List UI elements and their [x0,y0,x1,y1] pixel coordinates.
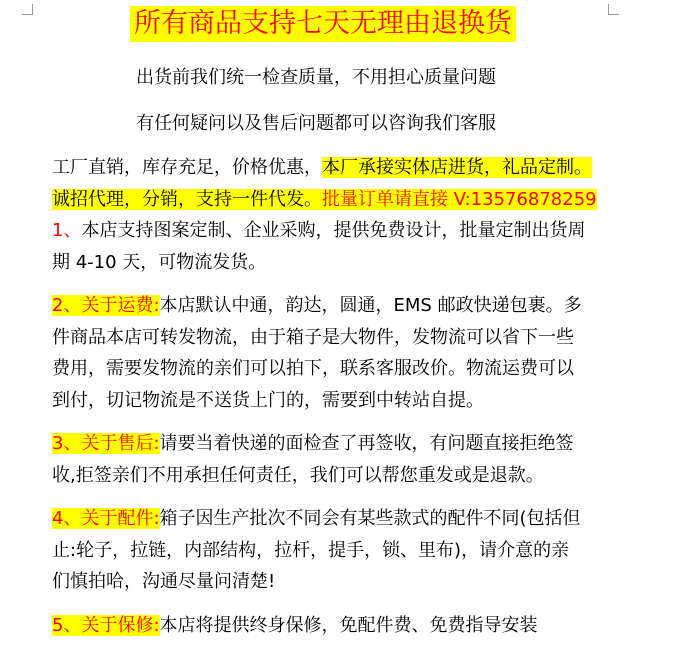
item-5-label: 5、关于保修: [52,614,160,636]
intro-line-1 [52,152,637,184]
spacer [52,416,637,428]
agent-text: 诚招代理，分销，支持一件代发。 [52,188,322,210]
item-2-line-4: 到付，切记物流是不送货上门的，需要到中转站自提。 [52,389,484,411]
item-4-line-2: 止:轮子，拉链，内部结构，拉杆，提手，锁、里布)，请介意的亲 [52,539,570,561]
subtitle-service: 有任何疑问以及售后问题都可以咨询我们客服 [136,113,496,134]
subtitle-quality: 出货前我们统一检查质量，不用担心质量问题 [136,67,496,88]
item-2-line-3: 费用，需要发物流的亲们可以拍下，联系客服改价。物流运费可以 [52,358,574,379]
title-container [0,6,682,42]
item-3-line-2: 收,拒签亲们不用承担任何责任，我们可以帮您重发或是退款。 [52,464,544,486]
item-4-text: 箱子因生产批次不同会有某些款式的配件不同(包括但 [159,508,581,529]
item-5-line-1 [52,610,637,642]
spacer [52,598,637,610]
item-2-text: 本店默认中通，韵达，圆通，EMS 邮政快递包裹。多 [159,295,582,316]
intro-highlight: 本厂承接实体店进货，礼品定制。 [322,157,592,178]
wholesale-contact: 批量订单请直接 V:13576878259 [322,188,597,210]
item-4-line-3: 们慎拍哈，沟通尽量问清楚! [52,571,276,592]
document-body [52,152,637,641]
spacer [52,278,637,290]
intro-line-2 [52,184,637,216]
item-2-label: 2、关于运费: [52,295,160,316]
item-2-line-2: 件商品本店可转发物流，由于箱子是大物件，发物流可以省下一些 [52,326,574,348]
spacer [52,491,637,503]
item-1-number: 1、 [52,220,82,241]
item-2-line-1 [52,290,637,322]
intro-text: 工厂直销，库存充足，价格优惠， [52,157,322,178]
item-3-line-1 [52,428,637,460]
item-4-line-1 [52,503,637,535]
item-1-line-2: 期 4-10 天，可物流发货。 [52,251,267,273]
page-title: 所有商品支持七天无理由退换货 [130,6,516,42]
item-3-text: 请要当着快递的面检查了再签收，有问题直接拒绝签 [159,433,574,454]
item-3-label: 3、关于售后: [52,433,160,454]
item-1-text: 本店支持图案定制、企业采购，提供免费设计，批量定制出货周 [81,220,586,241]
item-5-text: 本店将提供终身保修，免配件费、免费指导安装 [159,614,538,636]
item-4-label: 4、关于配件: [52,508,160,529]
item-1-line-1 [52,215,637,247]
